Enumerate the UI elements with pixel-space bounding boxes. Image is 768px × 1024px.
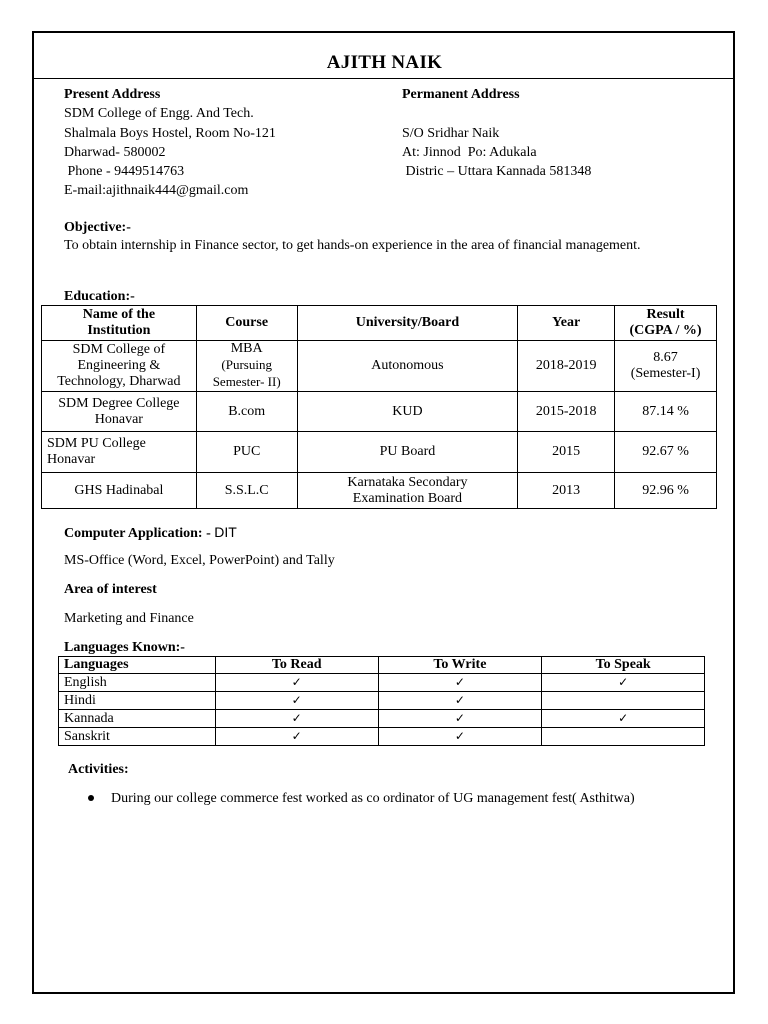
email-address: E-mail:ajithnaik444@gmail.com bbox=[64, 183, 249, 198]
course-cell: MBA (Pursuing Semester- II) bbox=[196, 341, 297, 392]
course-cell: B.com bbox=[196, 392, 297, 432]
result-cell: 92.67 % bbox=[615, 432, 717, 473]
activity-item: During our college commerce fest worked as co ordinator of UG management fest( Asthitwa) bbox=[111, 791, 635, 806]
can-read-cell bbox=[215, 674, 378, 692]
header-year: Year bbox=[518, 306, 615, 341]
header-to-write: To Write bbox=[378, 657, 542, 674]
institution-cell: SDM College of Engineering & Technology, Dharwad bbox=[42, 341, 197, 392]
year-cell: 2015 bbox=[518, 432, 615, 473]
computer-application-detail: MS-Office (Word, Excel, PowerPoint) and Tally bbox=[64, 553, 335, 568]
can-write-cell bbox=[378, 692, 542, 710]
permanent-address-line: S/O Sridhar Naik bbox=[402, 126, 500, 141]
bullet-icon bbox=[88, 795, 94, 801]
language-name: English bbox=[59, 674, 216, 692]
present-address-line: SDM College of Engg. And Tech. bbox=[64, 106, 254, 121]
course-cell: PUC bbox=[196, 432, 297, 473]
languages-heading: Languages Known:- bbox=[64, 640, 185, 655]
phone-number: Phone - 9449514763 bbox=[64, 164, 185, 179]
language-name: Kannada bbox=[59, 710, 216, 728]
education-heading: Education:- bbox=[64, 289, 135, 304]
language-row bbox=[59, 710, 705, 728]
language-row bbox=[59, 674, 705, 692]
language-row bbox=[59, 728, 705, 746]
can-read-cell bbox=[215, 728, 378, 746]
checkmark-icon: ✓ bbox=[291, 675, 302, 689]
computer-application-value: DIT bbox=[214, 524, 237, 540]
title-divider bbox=[34, 78, 735, 79]
present-address-heading: Present Address bbox=[64, 87, 161, 102]
checkmark-icon: ✓ bbox=[454, 693, 465, 707]
header-languages: Languages bbox=[59, 657, 216, 674]
can-speak-cell bbox=[542, 674, 705, 692]
computer-application-heading: Computer Application: - bbox=[64, 526, 215, 541]
language-row bbox=[59, 692, 705, 710]
header-course: Course bbox=[196, 306, 297, 341]
institution-cell: GHS Hadinabal bbox=[42, 473, 197, 509]
objective-text: To obtain internship in Finance sector, to get hands-on experience in the area of financial management. bbox=[64, 238, 641, 253]
language-name: Hindi bbox=[59, 692, 216, 710]
result-cell: 8.67 (Semester-I) bbox=[615, 341, 717, 392]
computer-application bbox=[64, 524, 237, 542]
institution-cell: SDM Degree College Honavar bbox=[42, 392, 197, 432]
education-row bbox=[42, 473, 717, 509]
header-to-speak: To Speak bbox=[542, 657, 705, 674]
objective-heading: Objective:- bbox=[64, 220, 131, 235]
board-cell: KUD bbox=[297, 392, 518, 432]
course-cell: S.S.L.C bbox=[196, 473, 297, 509]
header-board: University/Board bbox=[297, 306, 518, 341]
year-cell: 2018-2019 bbox=[518, 341, 615, 392]
board-cell: PU Board bbox=[297, 432, 518, 473]
languages-header-row bbox=[59, 657, 705, 674]
board-cell: Karnataka Secondary Examination Board bbox=[297, 473, 518, 509]
checkmark-icon: ✓ bbox=[291, 693, 302, 707]
checkmark-icon: ✓ bbox=[618, 675, 629, 689]
education-table bbox=[41, 305, 717, 509]
permanent-address-heading: Permanent Address bbox=[402, 87, 520, 102]
education-row bbox=[42, 392, 717, 432]
present-address-line: Shalmala Boys Hostel, Room No-121 bbox=[64, 126, 276, 141]
area-of-interest-value: Marketing and Finance bbox=[64, 611, 194, 626]
candidate-name: AJITH NAIK bbox=[326, 52, 443, 73]
education-row bbox=[42, 432, 717, 473]
checkmark-icon: ✓ bbox=[454, 675, 465, 689]
checkmark-icon: ✓ bbox=[291, 729, 302, 743]
checkmark-icon: ✓ bbox=[454, 711, 465, 725]
education-header-row bbox=[42, 306, 717, 341]
can-write-cell bbox=[378, 710, 542, 728]
result-cell: 92.96 % bbox=[615, 473, 717, 509]
permanent-address-line: At: Jinnod Po: Adukala bbox=[402, 145, 537, 160]
header-to-read: To Read bbox=[215, 657, 378, 674]
language-name: Sanskrit bbox=[59, 728, 216, 746]
area-of-interest-heading: Area of interest bbox=[64, 582, 157, 597]
can-write-cell bbox=[378, 728, 542, 746]
institution-cell: SDM PU College Honavar bbox=[42, 432, 197, 473]
can-read-cell bbox=[215, 710, 378, 728]
board-cell: Autonomous bbox=[297, 341, 518, 392]
education-row bbox=[42, 341, 717, 392]
can-write-cell bbox=[378, 674, 542, 692]
checkmark-icon: ✓ bbox=[291, 711, 302, 725]
checkmark-icon: ✓ bbox=[454, 729, 465, 743]
permanent-address-line: Distric – Uttara Kannada 581348 bbox=[402, 164, 592, 179]
can-speak-cell bbox=[542, 728, 705, 746]
checkmark-icon: ✓ bbox=[618, 711, 629, 725]
activities-heading: Activities: bbox=[68, 762, 129, 777]
header-result: Result (CGPA / %) bbox=[615, 306, 717, 341]
year-cell: 2013 bbox=[518, 473, 615, 509]
can-speak-cell bbox=[542, 692, 705, 710]
languages-table bbox=[58, 656, 705, 746]
year-cell: 2015-2018 bbox=[518, 392, 615, 432]
header-institution: Name of the Institution bbox=[42, 306, 197, 341]
present-address-line: Dharwad- 580002 bbox=[64, 145, 166, 160]
can-read-cell bbox=[215, 692, 378, 710]
result-cell: 87.14 % bbox=[615, 392, 717, 432]
can-speak-cell bbox=[542, 710, 705, 728]
